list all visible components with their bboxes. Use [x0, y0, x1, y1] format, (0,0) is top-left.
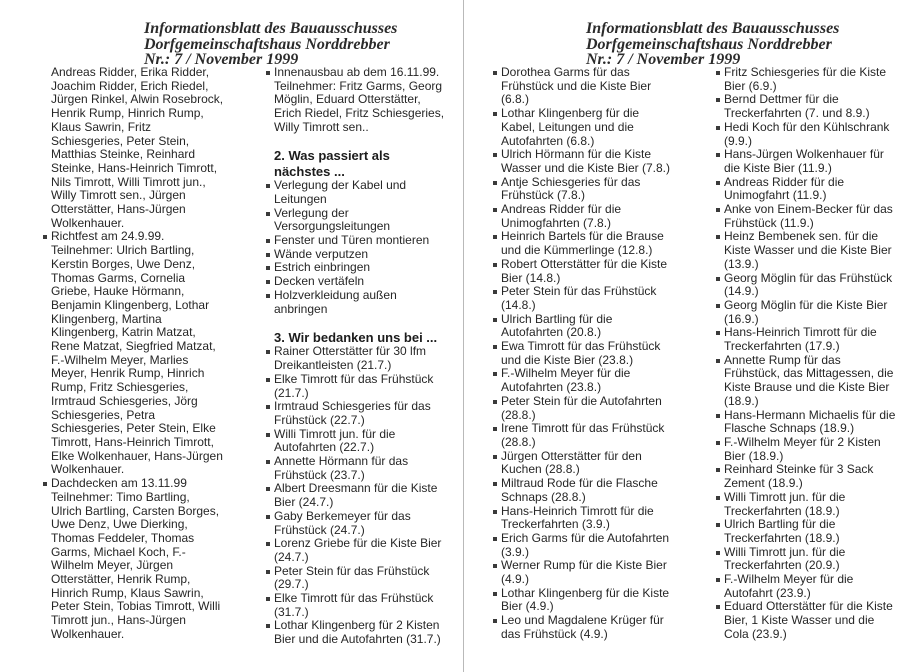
issue-number: Nr.: 7 / November 1999 [586, 51, 741, 68]
participant-list: Andreas Ridder, Erika Ridder, Joachim Ridder, Erich Riedel, Jürgen Rinkel, Alwin Rosebrock, Henrik Rump, Hinrich Rump, Klaus Sawrin, Fritz Schiesgeries, Peter Stein, Matthias Steinke, Reinhard Steinke, Hans-Heinrich Timrott, Nils Timrott, Willi Timrott jun., Willy Timrott sen., Jürgen Otterstätter, Hans-Jürgen Wolkenhauer. [51, 65, 224, 230]
thanks-item: Irmtraud Schiesgeries für das Frühstück (22.7.) [274, 400, 444, 427]
next-step-item: Verlegung der Versorgungsleitungen [274, 207, 444, 234]
thanks-item: Willi Timrott jun. für die Treckerfahrten (18.9.) [724, 491, 895, 518]
next-step-item: Decken vertäfeln [274, 275, 444, 289]
thanks-item: Lothar Klingenberg für 2 Kisten Bier und die Autofahrten (31.7.) [274, 619, 444, 646]
thanks-item: Willi Timrott jun. für die Treckerfahrten (20.9.) [724, 546, 895, 573]
thanks-item: Robert Otterstätter für die Kiste Bier (14.8.) [501, 258, 670, 285]
next-step-item: Verlegung der Kabel und Leitungen [274, 179, 444, 206]
thanks-item: Ulrich Bartling für die Autofahrten (20.8.) [501, 313, 670, 340]
newsletter-title: Informationsblatt des Bauausschusses [586, 20, 840, 37]
thanks-item: Jürgen Otterstätter für den Kuchen (28.8.) [501, 450, 670, 477]
thanks-item: Bernd Dettmer für die Treckerfahrten (7. und 8.9.) [724, 93, 895, 120]
thanks-item: Andreas Ridder für die Unimogfahrten (7.8.) [501, 203, 670, 230]
thanks-item: Erich Garms für die Autofahrten (3.9.) [501, 530, 670, 559]
next-step-item: Fenster und Türen montieren [274, 234, 444, 248]
thanks-item: Albert Dreesmann für die Kiste Bier (24.7.) [274, 482, 444, 509]
thanks-item: Peter Stein für das Frühstück (14.8.) [501, 285, 670, 312]
right-page-column-1 [501, 66, 670, 642]
thanks-item: Irene Timrott für das Frühstück (28.8.) [501, 422, 670, 449]
thanks-item: Antje Schiesgeries für das Frühstück (7.8.) [501, 176, 670, 203]
next-step-item: Estrich einbringen [274, 261, 444, 275]
event-item: Innenausbau ab dem 16.11.99. Teilnehmer: Fritz Garms, Georg Möglin, Eduard Otterstätter, Erich Riedel, Fritz Schiesgeries, Willy Timrott sen.. [274, 65, 445, 134]
thanks-item: Miltraud Rode für die Flasche Schnaps (28.8.) [501, 477, 670, 504]
thanks-item: Heinz Bembenek sen. für die Kiste Wasser und die Kiste Bier (13.9.) [724, 230, 895, 271]
thanks-item: Ewa Timrott für das Frühstück und die Kiste Bier (23.8.) [501, 340, 670, 367]
thanks-item: Elke Timrott für das Frühstück (21.7.) [274, 373, 444, 400]
thanks-item: Annette Rump für das Frühstück, das Mittagessen, die Kiste Brause und die Kiste Bier (18.9.) [724, 352, 894, 408]
thanks-item: Peter Stein für die Autofahrten (28.8.) [501, 395, 670, 422]
event-item: Richtfest am 24.9.99. Teilnehmer: Ulrich Bartling, Kerstin Borges, Uwe Denz, Thomas Garms, Cornelia Griebe, Hauke Hörmann, Benjamin Klingenberg, Lothar Klingenberg, Martina Klingenberg, Katrin Matzat, Rene Matzat, Siegfried Matzat, F.-Wilhelm Meyer, Marlies Meyer, Henrik Rump, Hinrich Rump, Fritz Schiesgeries, Irmtraud Schiesgeries, Jörg Schiesgeries, Petra Schiesgeries, Peter Stein, Elke Timrott, Hans-Heinrich Timrott, Elke Wolkenhauer, Hans-Jürgen Wolkenhauer. [51, 229, 223, 477]
newsletter-header [144, 21, 397, 68]
newsletter-title: Informationsblatt des Bauausschusses [144, 20, 398, 37]
thanks-item: Hedi Koch für den Kühlschrank (9.9.) [724, 121, 895, 148]
thanks-item: Hans-Heinrich Timrott für die Treckerfahrten (3.9.) [501, 505, 670, 532]
left-page-column-1 [51, 66, 223, 642]
next-step-item: Holzverkleidung außen anbringen [274, 289, 444, 316]
section-heading: 3. Wir bedanken uns bei ... [274, 329, 438, 345]
thanks-item: Andreas Ridder für die Unimogfahrt (11.9.) [724, 176, 895, 203]
thanks-item: Leo und Magdalene Krüger für das Frühstück (4.9.) [501, 614, 670, 641]
thanks-item: Lothar Klingenberg für die Kabel, Leitungen und die Autofahrten (6.8.) [501, 107, 670, 148]
thanks-item: Lothar Klingenberg für die Kiste Bier (4.9.) [501, 585, 670, 614]
thanks-item: Georg Möglin für das Frühstück (14.9.) [724, 272, 895, 299]
newsletter-subtitle: Dorfgemeinschaftshaus Norddrebber [144, 35, 390, 53]
thanks-item: Eduard Otterstätter für die Kiste Bier, 1 Kiste Wasser und die Cola (23.9.) [724, 600, 895, 641]
thanks-item: Gaby Berkemeyer für das Frühstück (24.7.) [274, 510, 444, 537]
left-page-column-2 [274, 66, 444, 647]
thanks-item: Heinrich Bartels für die Brause und die Kümmerlinge (12.8.) [501, 230, 670, 257]
thanks-item: Peter Stein für das Frühstück (29.7.) [274, 565, 444, 592]
thanks-item: Werner Rump für die Kiste Bier (4.9.) [501, 559, 670, 586]
thanks-item: Lorenz Griebe für die Kiste Bier (24.7.) [274, 537, 444, 564]
thanks-item: Fritz Schiesgeries für die Kiste Bier (6.9.) [724, 66, 895, 93]
thanks-item: F.-Wilhelm Meyer für die Autofahrt (23.9.) [724, 573, 895, 600]
thanks-item: Annette Hörmann für das Frühstück (23.7.) [274, 455, 444, 482]
newsletter-header [586, 21, 839, 68]
thanks-item: Hans-Jürgen Wolkenhauer für die Kiste Bier (11.9.) [724, 148, 895, 175]
right-page-column-2 [724, 66, 895, 642]
thanks-item: Willi Timrott jun. für die Autofahrten (22.7.) [274, 428, 444, 455]
thanks-item: Ulrich Bartling für die Treckerfahrten (18.9.) [724, 518, 895, 545]
thanks-item: Elke Timrott für das Frühstück (31.7.) [274, 592, 444, 619]
issue-number: Nr.: 7 / November 1999 [144, 51, 299, 68]
thanks-item: F.-Wilhelm Meyer für 2 Kisten Bier (18.9.) [724, 436, 895, 463]
thanks-item: Dorothea Garms für das Frühstück und die Kiste Bier (6.8.) [501, 66, 670, 107]
next-step-item: Wände verputzen [274, 248, 444, 262]
thanks-item: Rainer Otterstätter für 30 lfm Dreikantleisten (21.7.) [274, 345, 444, 372]
thanks-item: F.-Wilhelm Meyer für die Autofahrten (23.8.) [501, 367, 670, 394]
newsletter-subtitle: Dorfgemeinschaftshaus Norddrebber [586, 35, 832, 53]
section-heading: 2. Was passiert als nächstes ... [274, 148, 390, 179]
thanks-item: Hans-Heinrich Timrott für die Treckerfahrten (17.9.) [724, 326, 895, 353]
thanks-item: Georg Möglin für die Kiste Bier (16.9.) [724, 299, 895, 326]
event-item: Dachdecken am 13.11.99 Teilnehmer: Timo Bartling, Ulrich Bartling, Carsten Borges, Uwe Denz, Uwe Dierking, Thomas Feddeler, Thomas Garms, Michael Koch, F.- Wilhelm Meyer, Jürgen Otterstätter, Henrik Rump, Hinrich Rump, Klaus Sawrin, Peter Stein, Tobias Timrott, Willi Timrott jun., Hans-Jürgen Wolkenhauer. [51, 477, 223, 641]
thanks-item: Ulrich Hörmann für die Kiste Wasser und die Kiste Bier (7.8.) [501, 147, 670, 175]
thanks-item: Hans-Hermann Michaelis für die Flasche Schnaps (18.9.) [724, 407, 896, 436]
thanks-item: Anke von Einem-Becker für das Frühstück (11.9.) [724, 203, 895, 230]
right-page [463, 0, 922, 672]
thanks-item: Reinhard Steinke für 3 Sack Zement (18.9.) [724, 463, 895, 490]
